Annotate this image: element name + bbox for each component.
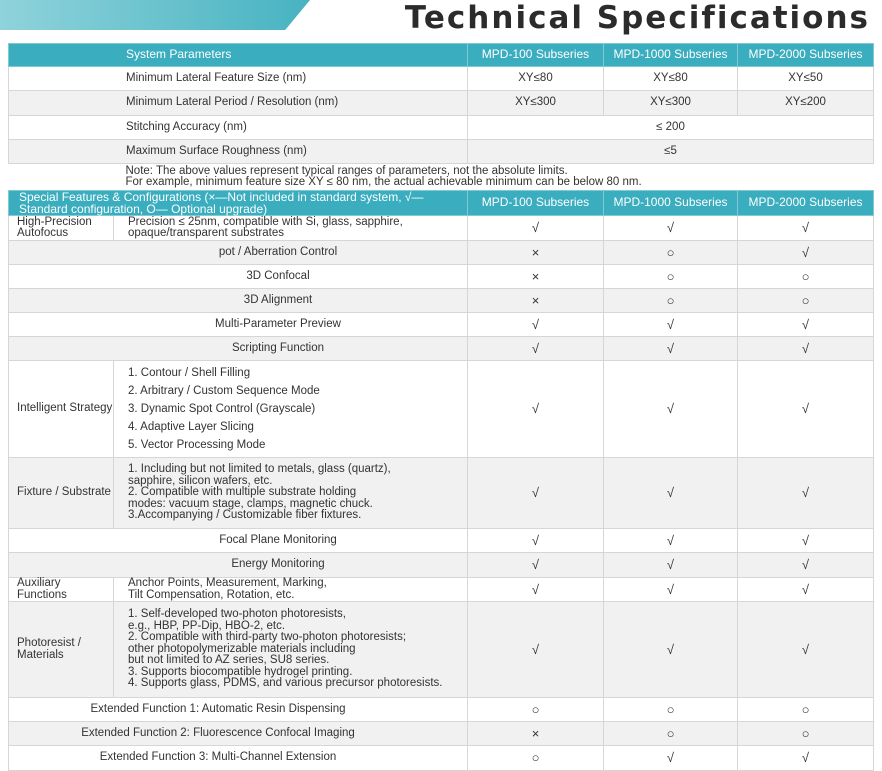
parameter-value: XY≤300	[604, 91, 738, 116]
table-row	[9, 746, 874, 771]
feature-category: Intelligent Strategy	[9, 361, 114, 458]
availability-mark: ×	[468, 722, 604, 746]
feature-description: Anchor Points, Measurement, Marking, Tilt Compensation, Rotation, etc.	[114, 578, 468, 602]
availability-mark: √	[604, 578, 738, 602]
availability-mark: ○	[604, 265, 738, 289]
availability-mark: √	[738, 241, 874, 265]
table-row	[9, 91, 874, 116]
feature-label: Extended Function 1: Automatic Resin Dispensing	[9, 698, 468, 722]
feature-label: Extended Function 2: Fluorescence Confocal Imaging	[9, 722, 468, 746]
feature-category: Fixture / Substrate	[9, 458, 114, 529]
availability-mark: √	[738, 361, 874, 458]
availability-mark: √	[738, 458, 874, 529]
availability-mark: √	[738, 746, 874, 771]
features-header: Special Features & Configurations (×—Not included in standard system, √—Standard configuration, O— Optional upgrade)	[9, 191, 468, 216]
parameter-label: Minimum Lateral Feature Size (nm)	[9, 67, 468, 91]
availability-mark: √	[468, 602, 604, 698]
availability-mark: √	[604, 602, 738, 698]
parameter-label: Stitching Accuracy (nm)	[9, 116, 468, 140]
note-row	[9, 164, 874, 191]
column-header: MPD-2000 Subseries	[738, 191, 874, 216]
note-text: Note: The above values represent typical ranges of parameters, not the absolute limits. For example, minimum feature size XY ≤ 80 nm, the actual achievable minimum can be below 80 nm.	[125, 164, 642, 188]
parameter-value: XY≤50	[738, 67, 874, 91]
feature-category: High-Precision Autofocus	[9, 216, 114, 241]
availability-mark: ○	[604, 241, 738, 265]
feature-category: Photoresist / Materials	[9, 602, 114, 698]
availability-mark: √	[604, 746, 738, 771]
feature-label: Extended Function 3: Multi-Channel Extension	[9, 746, 468, 771]
availability-mark: √	[738, 602, 874, 698]
table-row	[9, 458, 874, 529]
table-row	[9, 116, 874, 140]
availability-mark: √	[604, 216, 738, 241]
availability-mark: √	[468, 458, 604, 529]
parameter-value: ≤ 200	[468, 116, 874, 140]
availability-mark: √	[604, 337, 738, 361]
table-row	[9, 602, 874, 698]
availability-mark: √	[604, 553, 738, 578]
feature-label: Focal Plane Monitoring	[9, 529, 468, 553]
table-row	[9, 722, 874, 746]
table-row	[9, 313, 874, 337]
availability-mark: ○	[604, 289, 738, 313]
availability-mark: ○	[468, 746, 604, 771]
table-row	[9, 241, 874, 265]
availability-mark: √	[604, 529, 738, 553]
availability-mark: √	[738, 337, 874, 361]
availability-mark: √	[604, 458, 738, 529]
column-header: MPD-1000 Subseries	[604, 191, 738, 216]
parameter-value: XY≤200	[738, 91, 874, 116]
availability-mark: √	[738, 553, 874, 578]
availability-mark: ×	[468, 241, 604, 265]
column-header: MPD-100 Subseries	[468, 44, 604, 67]
column-header: MPD-1000 Subseries	[604, 44, 738, 67]
page-title: Technical Specifications	[404, 0, 870, 36]
parameter-label: Minimum Lateral Period / Resolution (nm)	[9, 91, 468, 116]
system-parameters-header: System Parameters	[9, 44, 468, 67]
feature-description: 1. Self-developed two-photon photoresists, e.g., HBP, PP-Dip, HBO-2, etc. 2. Compatible with third-party two-photon photoresists; other photopolymerizable materials including but not limited to AZ series, SU8 series. 3. Supports biocompatible hydrogel printing. 4. Supports glass, PDMS, and various precursor photoresists.	[114, 602, 468, 698]
feature-description: 1. Including but not limited to metals, glass (quartz), sapphire, silicon wafers, etc. 2. Compatible with multiple substrate holding modes: vacuum stage, clamps, magnetic chuck. 3.Accompanying / Customizable fiber fixtures.	[114, 458, 468, 529]
availability-mark: ○	[604, 722, 738, 746]
availability-mark: √	[738, 216, 874, 241]
parameter-value: XY≤300	[468, 91, 604, 116]
availability-mark: √	[468, 216, 604, 241]
availability-mark: √	[468, 361, 604, 458]
availability-mark: ○	[738, 698, 874, 722]
spec-table	[8, 43, 874, 771]
column-header: MPD-2000 Subseries	[738, 44, 874, 67]
availability-mark: √	[468, 553, 604, 578]
availability-mark: ×	[468, 265, 604, 289]
availability-mark: ○	[604, 698, 738, 722]
feature-description: 1. Contour / Shell Filling 2. Arbitrary / Custom Sequence Mode 3. Dynamic Spot Control (Grayscale) 4. Adaptive Layer Slicing 5. Vector Processing Mode	[114, 361, 468, 458]
table-row	[9, 337, 874, 361]
table-row	[9, 289, 874, 313]
availability-mark: √	[738, 578, 874, 602]
availability-mark: √	[604, 313, 738, 337]
parameter-value: XY≤80	[468, 67, 604, 91]
feature-label: Multi-Parameter Preview	[9, 313, 468, 337]
availability-mark: √	[468, 578, 604, 602]
availability-mark: √	[468, 337, 604, 361]
feature-label: pot / Aberration Control	[9, 241, 468, 265]
availability-mark: ○	[738, 265, 874, 289]
feature-label: Energy Monitoring	[9, 553, 468, 578]
feature-description: Precision ≤ 25nm, compatible with Si, glass, sapphire, opaque/transparent substrates	[114, 216, 468, 241]
table-row	[9, 216, 874, 241]
table-row	[9, 67, 874, 91]
table-row	[9, 265, 874, 289]
system-header-row	[9, 44, 874, 67]
availability-mark: √	[738, 529, 874, 553]
availability-mark: ×	[468, 289, 604, 313]
feature-category: Auxiliary Functions	[9, 578, 114, 602]
availability-mark: √	[738, 313, 874, 337]
table-row	[9, 698, 874, 722]
feature-label: 3D Alignment	[9, 289, 468, 313]
features-header-row	[9, 191, 874, 216]
feature-label: Scripting Function	[9, 337, 468, 361]
feature-label: 3D Confocal	[9, 265, 468, 289]
table-row	[9, 578, 874, 602]
header-banner	[0, 0, 310, 30]
availability-mark: √	[468, 313, 604, 337]
table-row	[9, 553, 874, 578]
parameter-value: XY≤80	[604, 67, 738, 91]
table-row	[9, 140, 874, 164]
table-row	[9, 529, 874, 553]
table-row	[9, 361, 874, 458]
availability-mark: ○	[738, 289, 874, 313]
availability-mark: ○	[738, 722, 874, 746]
availability-mark: √	[468, 529, 604, 553]
availability-mark: ○	[468, 698, 604, 722]
availability-mark: √	[604, 361, 738, 458]
parameter-value: ≤5	[468, 140, 874, 164]
column-header: MPD-100 Subseries	[468, 191, 604, 216]
parameter-label: Maximum Surface Roughness (nm)	[9, 140, 468, 164]
